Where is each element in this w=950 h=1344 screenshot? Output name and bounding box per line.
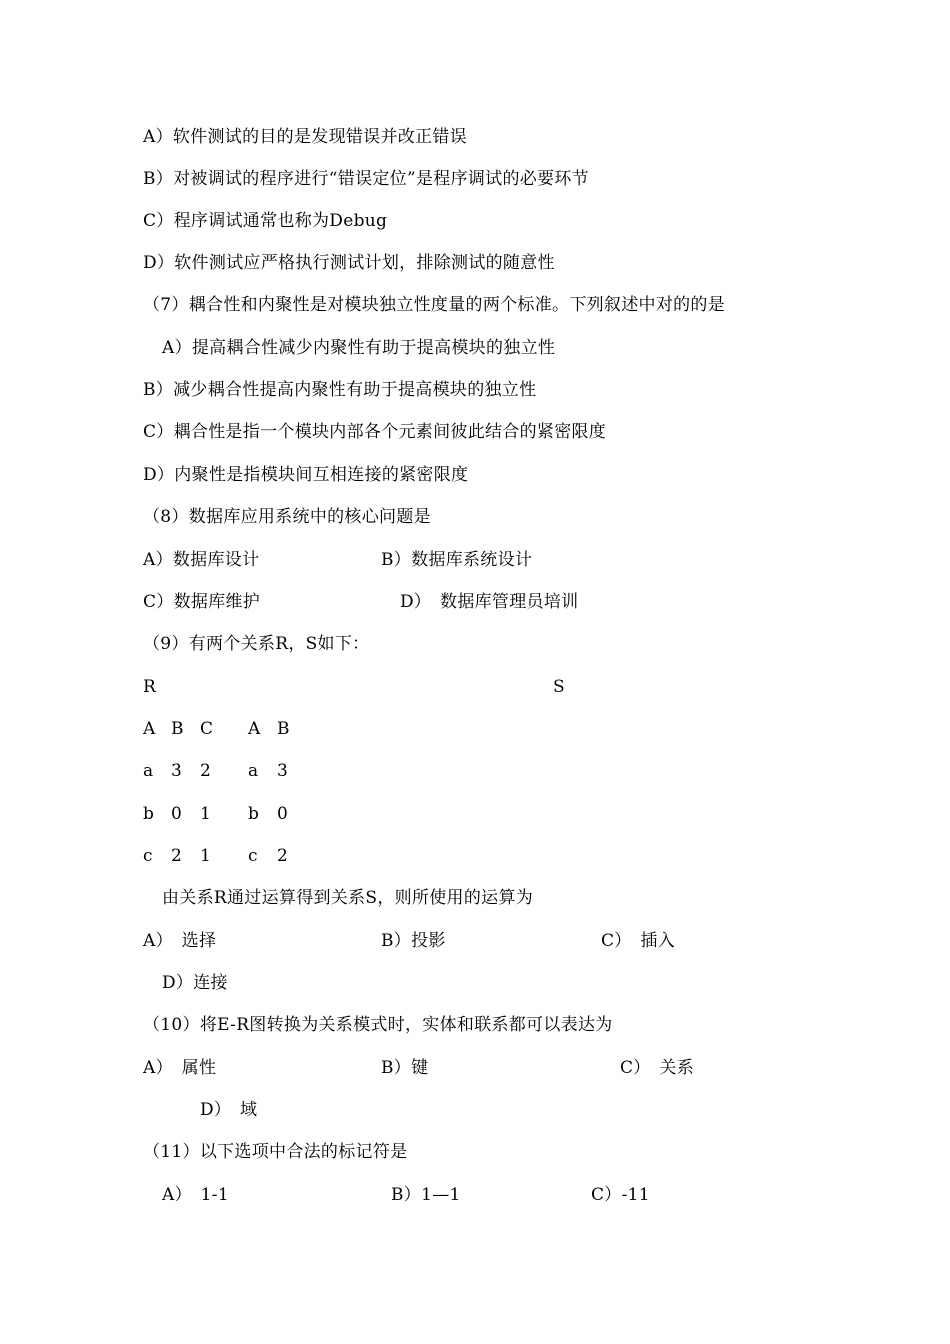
q11-option-c: C）-11 xyxy=(591,1185,650,1205)
relation-s-header: A xyxy=(248,719,261,739)
q9-option-a: A） 选择 xyxy=(143,931,217,951)
q8-question: （8）数据库应用系统中的核心问题是 xyxy=(143,507,431,527)
q10-option-b: B）键 xyxy=(381,1058,429,1078)
q8-option-b: B）数据库系统设计 xyxy=(381,550,533,570)
q7-option-b: B）减少耦合性提高内聚性有助于提高模块的独立性 xyxy=(143,380,537,400)
q7-option-d: D）内聚性是指模块间互相连接的紧密限度 xyxy=(143,465,469,485)
relation-s-cell: b xyxy=(248,804,259,824)
relation-r-cell: 2 xyxy=(200,761,211,781)
relation-r-cell: 1 xyxy=(200,846,211,866)
q11-option-a: A） 1-1 xyxy=(162,1185,229,1205)
q7-option-a: A）提高耦合性减少内聚性有助于提高模块的独立性 xyxy=(162,338,556,358)
relation-s-cell: 2 xyxy=(277,846,288,866)
q11-question: （11）以下选项中合法的标记符是 xyxy=(143,1142,408,1162)
q11-option-b: B）1—1 xyxy=(391,1185,461,1205)
q9-option-b: B）投影 xyxy=(381,931,446,951)
q9-question: （9）有两个关系R，S如下： xyxy=(143,634,370,654)
q6-option-b: B）对被调试的程序进行“错误定位”是程序调试的必要环节 xyxy=(143,169,589,189)
q6-option-a: A）软件测试的目的是发现错误并改正错误 xyxy=(143,127,467,147)
q6-option-c: C）程序调试通常也称为Debug xyxy=(143,211,388,231)
q8-option-c: C）数据库维护 xyxy=(143,592,261,612)
q9-option-c: C） 插入 xyxy=(601,931,676,951)
relation-s-header: B xyxy=(277,719,290,739)
q9-stem: 由关系R通过运算得到关系S，则所使用的运算为 xyxy=(162,888,534,908)
q6-option-d: D）软件测试应严格执行测试计划，排除测试的随意性 xyxy=(143,253,555,273)
q10-option-a: A） 属性 xyxy=(143,1058,217,1078)
q10-question: （10）将E-R图转换为关系模式时，实体和联系都可以表达为 xyxy=(143,1015,613,1035)
relation-r-cell: 2 xyxy=(171,846,182,866)
relation-r-cell: 1 xyxy=(200,804,211,824)
relation-r-label: R xyxy=(143,677,157,697)
q8-option-a: A）数据库设计 xyxy=(143,550,260,570)
relation-r-cell: b xyxy=(143,804,154,824)
relation-s-cell: a xyxy=(248,761,259,781)
relation-r-cell: c xyxy=(143,846,153,866)
q7-option-c: C）耦合性是指一个模块内部各个元素间彼此结合的紧密限度 xyxy=(143,422,607,442)
relation-r-cell: 0 xyxy=(171,804,182,824)
relation-s-cell: c xyxy=(248,846,258,866)
q10-option-c: C） 关系 xyxy=(620,1058,695,1078)
q7-question: （7）耦合性和内聚性是对模块独立性度量的两个标准。下列叙述中对的的是 xyxy=(143,295,726,315)
relation-r-cell: a xyxy=(143,761,154,781)
relation-s-cell: 0 xyxy=(277,804,288,824)
q8-option-d: D） 数据库管理员培训 xyxy=(400,592,579,612)
relation-r-header: A xyxy=(143,719,156,739)
relation-r-cell: 3 xyxy=(171,761,182,781)
relation-r-header: C xyxy=(200,719,214,739)
q9-option-d: D）连接 xyxy=(162,973,228,993)
relation-r-header: B xyxy=(171,719,184,739)
q10-option-d: D） 域 xyxy=(200,1100,258,1120)
relation-s-cell: 3 xyxy=(277,761,288,781)
relation-s-label: S xyxy=(553,677,565,697)
